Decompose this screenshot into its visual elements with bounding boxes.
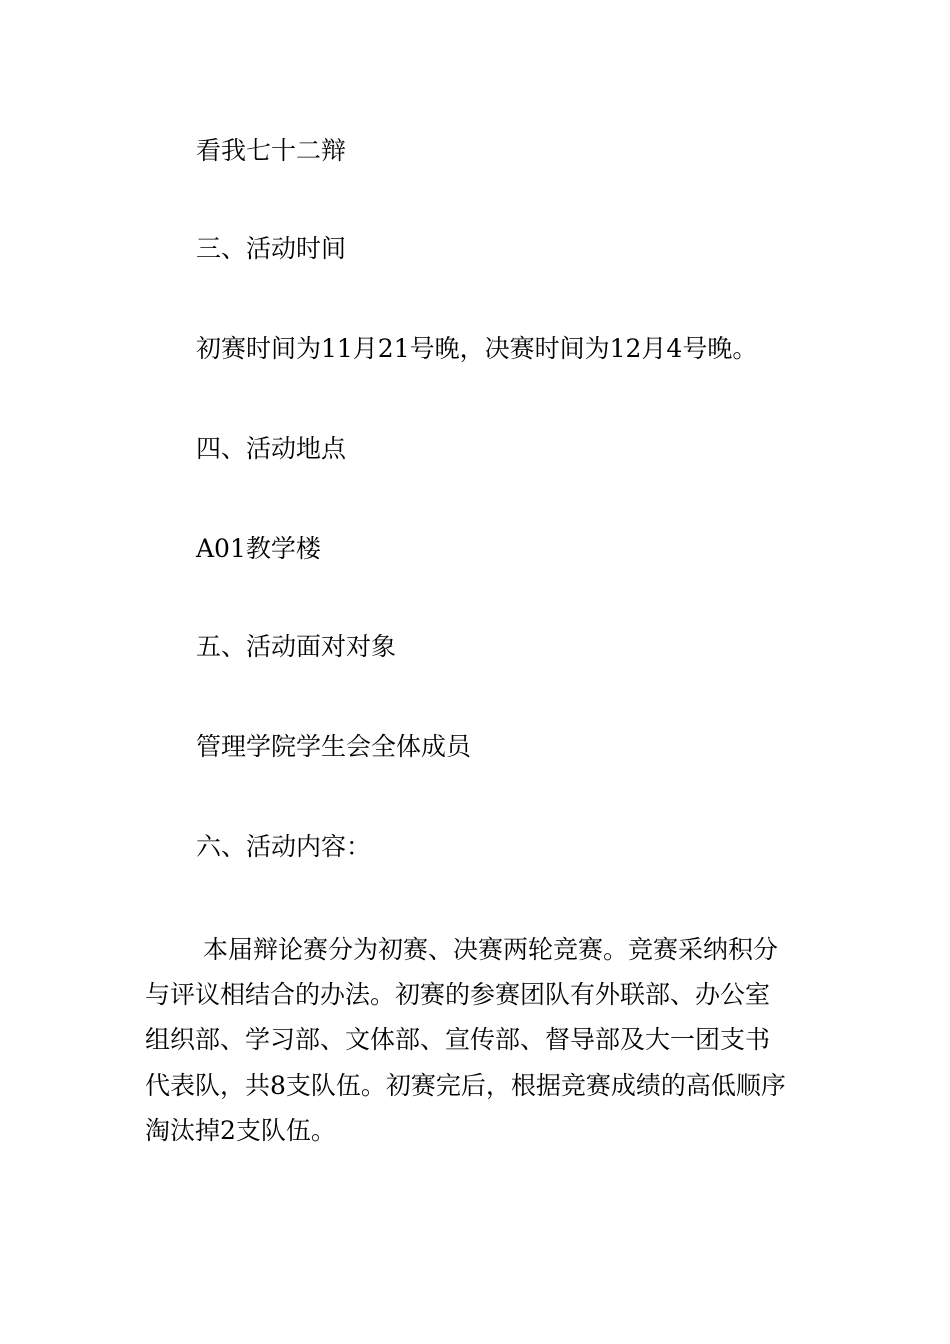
location-details: A01教学楼 <box>196 534 321 563</box>
section-heading-audience: 五、活动面对对象 <box>196 632 397 661</box>
time-details: 初赛时间为11月21号晚，决赛时间为12月4号晚。 <box>196 334 758 363</box>
paragraph-line: 代表队，共8支队伍。初赛完后，根据竞赛成绩的高低顺序 <box>145 1070 786 1100</box>
section-heading-content: 六、活动内容： <box>196 832 372 861</box>
paragraph-line: 与评议相结合的办法。初赛的参赛团队有外联部、办公室 <box>145 980 771 1010</box>
section-heading-time: 三、活动时间 <box>196 234 347 263</box>
content-paragraph <box>145 927 810 1153</box>
paragraph-line: 淘汰掉2支队伍。 <box>145 1115 336 1145</box>
paragraph-line: 组织部、学习部、文体部、宣传部、督导部及大一团支书 <box>145 1025 771 1055</box>
paragraph-line: 本届辩论赛分为初赛、决赛两轮竞赛。竞赛采纳积分 <box>203 935 779 964</box>
section-heading-location: 四、活动地点 <box>196 434 347 463</box>
topic-line: 看我七十二辩 <box>196 136 347 165</box>
audience-details: 管理学院学生会全体成员 <box>196 732 472 761</box>
